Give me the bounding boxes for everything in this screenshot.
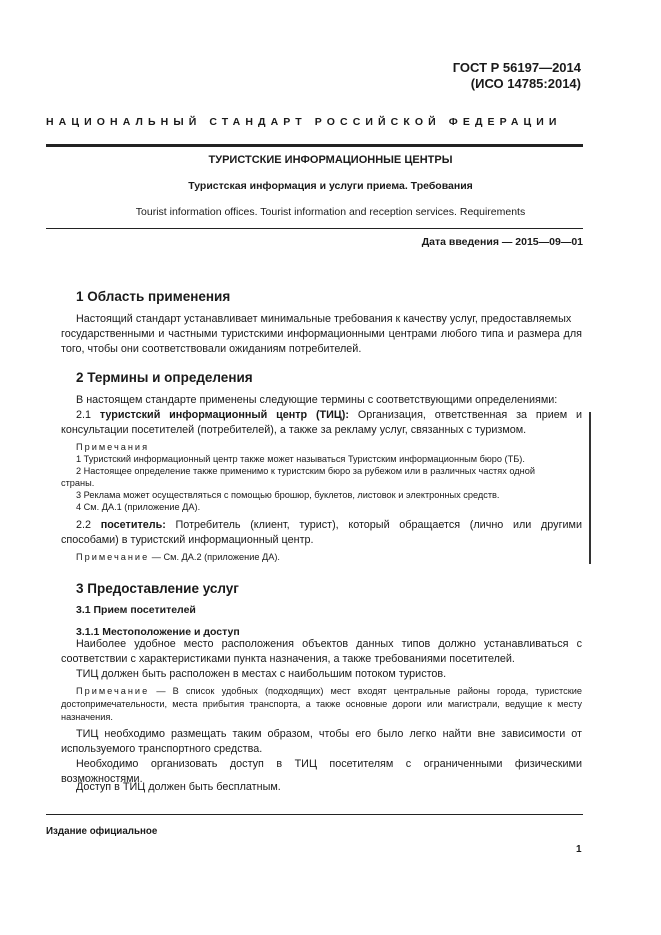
term-2-2-number: 2.2 (76, 519, 92, 531)
section-2-intro: В настоящем стандарте применены следующие термины с соответствующими определениями: (76, 394, 558, 406)
term-2-1-number: 2.1 (76, 409, 92, 421)
section-3-note-text: — В список удобных (подходящих) мест входят центральные районы города, туристские достопримечательности, места прибытия транспорта, а также основные дороги или магистрали, ведущие к месту назначения. (61, 686, 582, 722)
document-subtitle: Туристская информация и услуги приема. Требования (188, 180, 473, 192)
note-1: 1 Туристский информационный центр также может называться Туристским информационным бюро (ТБ). (76, 454, 525, 464)
section-1-paragraph (61, 312, 582, 357)
subsection-3-1-heading: 3.1 Прием посетителей (76, 604, 196, 616)
section-3-heading: 3 Предоставление услуг (76, 581, 239, 596)
term-2-2 (61, 518, 582, 548)
section-3-paragraph-2: ТИЦ должен быть расположен в местах с наибольшим потоком туристов. (76, 668, 447, 680)
note-2: 2 Настоящее определение также применимо к туристским бюро за рубежом или в различных частях одной (76, 466, 535, 476)
section-1-line-1: Настоящий стандарт устанавливает минимальные требования к качеству услуг, предоставляемых (76, 313, 572, 325)
section-3-note-label: Примечание (76, 686, 150, 696)
title-rule (46, 228, 583, 229)
top-rule (46, 144, 583, 147)
notes-label: Примечания (76, 442, 150, 452)
section-3-paragraph-1: Наиболее удобное место расположения объектов данных типов должно устанавливаться с соответствии с характеристиками пункта назначения, а также требованиями посетителей. (61, 638, 582, 665)
gost-number: ГОСТ Р 56197—2014 (452, 60, 581, 75)
page-number: 1 (576, 844, 582, 855)
iso-number: (ИСО 14785:2014) (470, 76, 581, 91)
term-2-1-name: туристский информационный центр (ТИЦ): (99, 409, 349, 421)
term-2-2-name: посетитель: (100, 519, 166, 531)
term-2-1-definition: Организация, ответственная за прием и консультации посетителей (потребителей), а также за рекламу услуг, связанных с туризмом. (61, 409, 583, 436)
official-edition-label: Издание официальное (46, 826, 158, 837)
note-2-2-text: — См. ДА.2 (приложение ДА). (151, 552, 280, 562)
section-3-paragraph-5: Доступ в ТИЦ должен быть бесплатным. (76, 781, 281, 793)
section-3-paragraph-3: ТИЦ необходимо размещать таким образом, чтобы его было легко найти вне зависимости от используемого транспортного средства. (61, 728, 582, 755)
note-2-cont: страны. (61, 478, 95, 488)
section-3-paragraph-4: Необходимо организовать доступ в ТИЦ посетителям с ограниченными физическими возможностями. (61, 758, 582, 785)
section-1-line-rest: государственными и частными туристскими информационными центрами любого типа и размера для того, чтобы они соответствовали ожиданиям потребителей. (61, 328, 582, 355)
section-1-heading: 1 Область применения (76, 289, 231, 304)
standard-designation (453, 60, 581, 92)
note-3: 3 Реклама может осуществляться с помощью брошюр, буклетов, листовок и электронных средств. (76, 490, 500, 500)
section-2-heading: 2 Термины и определения (76, 370, 253, 385)
term-2-2-definition: Потребитель (клиент, турист), который обращается (лично или другими способами) в туристский информационный центр. (61, 519, 583, 546)
section-3-note (61, 685, 582, 724)
change-bar (589, 412, 591, 564)
document-title: ТУРИСТСКИЕ ИНФОРМАЦИОННЫЕ ЦЕНТРЫ (208, 154, 453, 166)
subsection-3-1-1-heading: 3.1.1 Местоположение и доступ (76, 626, 240, 638)
note-4: 4 См. ДА.1 (приложение ДА). (76, 502, 201, 512)
note-2-2 (76, 551, 582, 564)
national-standard-banner: НАЦИОНАЛЬНЫЙ СТАНДАРТ РОССИЙСКОЙ ФЕДЕРАЦИИ (46, 116, 562, 128)
footer-rule (46, 814, 583, 815)
english-title: Tourist information offices. Tourist information and reception services. Requirements (135, 206, 526, 218)
effective-date: Дата введения — 2015—09—01 (421, 236, 583, 248)
term-2-1 (61, 408, 582, 438)
note-2-2-label: Примечание (76, 552, 150, 562)
